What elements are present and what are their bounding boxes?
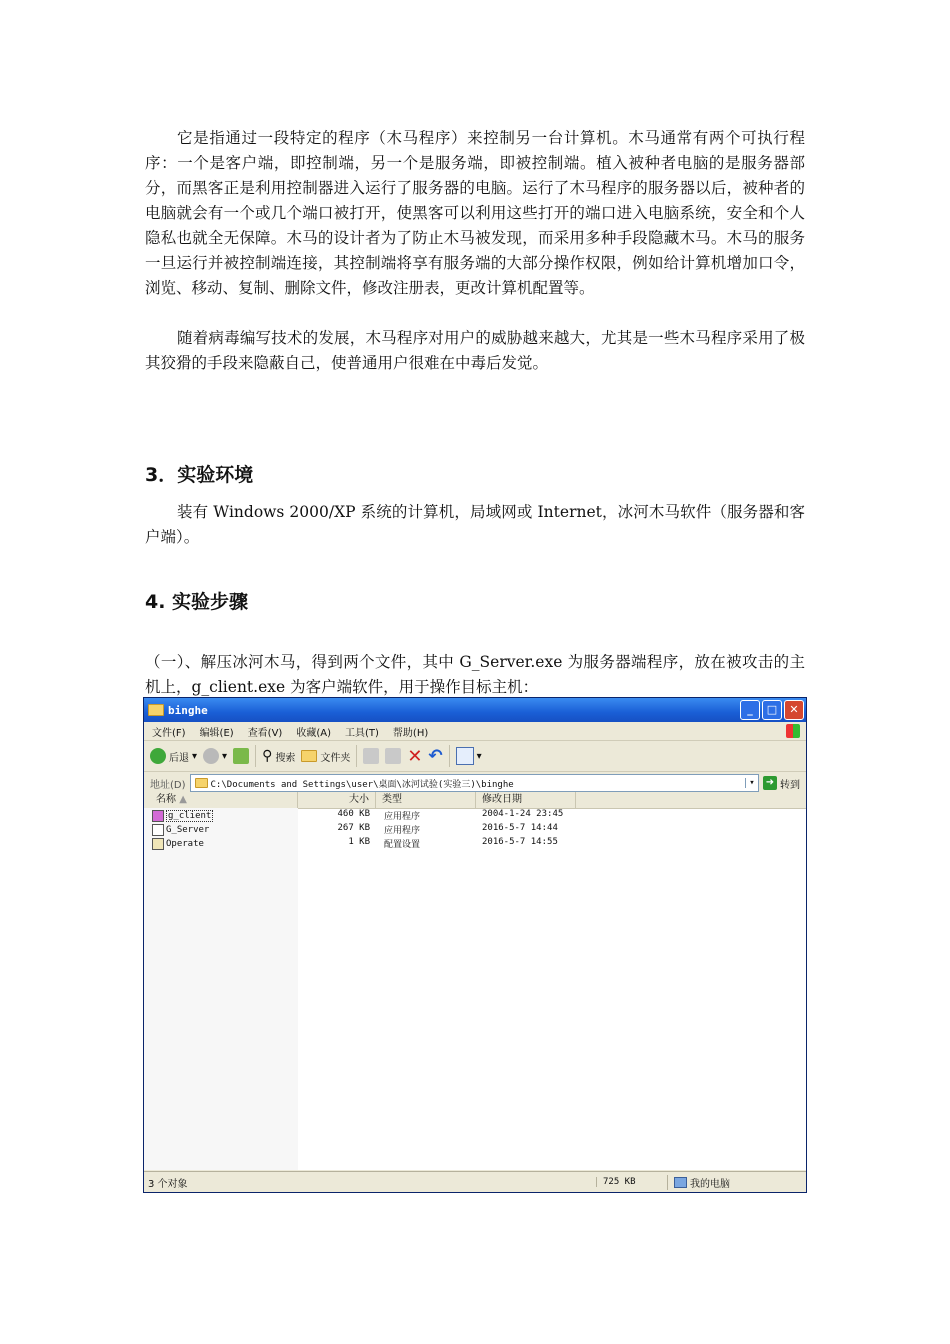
windows-logo-icon xyxy=(786,724,800,738)
copy-to-icon[interactable] xyxy=(385,748,401,764)
back-dropdown-icon: ▾ xyxy=(192,750,198,762)
status-object-count: 3 个对象 xyxy=(148,1178,188,1190)
file-type: 配置设置 xyxy=(384,840,421,850)
folders-button[interactable] xyxy=(301,749,350,764)
undo-icon[interactable]: ↶ xyxy=(428,746,443,766)
delete-icon[interactable]: ✕ xyxy=(407,745,423,767)
move-to-icon[interactable] xyxy=(363,748,379,764)
menu-bar xyxy=(144,722,806,741)
file-row[interactable] xyxy=(144,837,806,851)
go-label: 转到 xyxy=(780,779,800,791)
column-headers xyxy=(144,792,806,809)
forward-dropdown-icon: ▾ xyxy=(222,750,228,762)
threat-paragraph: 随着病毒编写技术的发展，木马程序对用户的威胁越来越大，尤其是一些木马程序采用了极其狡猾的手段来隐蔽自己，使普通用户很难在中毒后发觉。 xyxy=(145,329,805,372)
file-row[interactable] xyxy=(144,823,806,837)
status-location xyxy=(667,1175,806,1190)
sort-ascending-icon: ▲ xyxy=(179,794,187,805)
toolbar-separator xyxy=(449,745,450,767)
back-label: 后退 xyxy=(169,752,189,764)
menu-favorites[interactable]: 收藏(A) xyxy=(296,727,331,739)
address-dropdown-icon[interactable]: ▾ xyxy=(745,778,758,788)
address-input[interactable] xyxy=(190,774,759,792)
menu-file[interactable]: 文件(F) xyxy=(152,727,186,739)
toolbar-separator xyxy=(255,745,256,767)
search-label: 搜索 xyxy=(275,752,296,764)
maximize-button[interactable]: □ xyxy=(762,700,782,720)
forward-arrow-icon xyxy=(203,748,219,764)
views-icon xyxy=(456,747,474,765)
file-type: 应用程序 xyxy=(384,812,421,822)
back-arrow-icon xyxy=(150,748,166,764)
back-button[interactable] xyxy=(150,748,197,764)
explorer-window xyxy=(143,697,807,1193)
file-date: 2016-5-7 14:44 xyxy=(482,823,558,833)
forward-button[interactable] xyxy=(203,748,227,764)
file-size: 460 KB xyxy=(337,809,370,819)
app-icon xyxy=(152,810,164,822)
folders-icon xyxy=(301,750,317,762)
my-computer-icon xyxy=(674,1177,687,1188)
file-list[interactable] xyxy=(144,792,806,1170)
toolbar xyxy=(144,741,806,772)
close-button[interactable]: ✕ xyxy=(784,700,804,720)
section-4-heading: 4. 实验步骤 xyxy=(145,591,249,613)
up-folder-icon[interactable] xyxy=(233,748,249,764)
address-folder-icon xyxy=(195,778,208,788)
status-bar xyxy=(144,1171,806,1192)
status-total-size: 725 KB xyxy=(596,1177,667,1187)
toolbar-separator xyxy=(356,745,357,767)
search-icon: ⚲ xyxy=(262,748,273,764)
column-size[interactable]: 大小 xyxy=(298,792,376,808)
address-path: C:\Documents and Settings\user\桌面\冰河试验(实验三)\binghe xyxy=(210,779,514,790)
go-arrow-icon: ➜ xyxy=(763,776,777,790)
minimize-button[interactable]: _ xyxy=(740,700,760,720)
folder-icon xyxy=(148,704,164,716)
file-name: Operate xyxy=(166,839,204,849)
status-location-label: 我的电脑 xyxy=(690,1178,730,1190)
column-type[interactable]: 类型 xyxy=(376,792,476,808)
section-3-text: 装有 Windows 2000/XP 系统的计算机，局域网或 Internet，冰河木马软件（服务器和客户端）。 xyxy=(145,503,805,546)
views-button[interactable] xyxy=(456,747,482,765)
menu-tools[interactable]: 工具(T) xyxy=(345,727,379,739)
window-title: binghe xyxy=(168,703,208,717)
column-date[interactable]: 修改日期 xyxy=(476,792,576,808)
file-name: G_Server xyxy=(166,825,210,835)
file-type: 应用程序 xyxy=(384,826,421,836)
menu-view[interactable]: 查看(V) xyxy=(247,727,283,739)
views-dropdown-icon: ▾ xyxy=(476,750,482,762)
column-name[interactable]: 名称 ▲ xyxy=(144,792,298,808)
file-date: 2016-5-7 14:55 xyxy=(482,837,558,847)
menu-edit[interactable]: 编辑(E) xyxy=(199,727,234,739)
go-button[interactable] xyxy=(763,776,800,791)
menu-help[interactable]: 帮助(H) xyxy=(392,727,429,739)
intro-paragraph: 它是指通过一段特定的程序（木马程序）来控制另一台计算机。木马通常有两个可执行程序：一个是客户端，即控制端，另一个是服务端，即被控制端。植入被种者电脑的是服务器部分，而黑客正是利用控制器进入运行了服务器的电脑。运行了木马程序的服务器以后，被种者的电脑就会有一个或几个端口被打开，使黑客可以利用这些打开的端口进入电脑系统，安全和个人隐私也就全无保障。木马的设计者为了防止木马被发现，而采用多种手段隐藏木马。木马的服务一旦运行并被控制端连接，其控制端将享有服务端的大部分操作权限，例如给计算机增加口令，浏览、移动、复制、删除文件，修改注册表，更改计算机配置等。 xyxy=(145,129,805,297)
file-size: 1 KB xyxy=(348,837,370,847)
file-date: 2004-1-24 23:45 xyxy=(482,809,564,819)
title-bar[interactable] xyxy=(144,698,806,722)
search-button[interactable] xyxy=(262,748,295,764)
file-name: g_client xyxy=(168,811,212,821)
sorted-column-shade xyxy=(144,808,298,1170)
app-icon xyxy=(152,824,164,836)
section-4-text: （一）、解压冰河木马，得到两个文件，其中 G_Server.exe 为服务器端程序，放在被攻击的主机上，g_client.exe 为客户端软件，用于操作目标主机： xyxy=(145,653,805,696)
config-file-icon xyxy=(152,838,164,850)
file-row[interactable] xyxy=(144,809,806,823)
section-3-heading: 3．实验环境 xyxy=(145,464,254,486)
file-size: 267 KB xyxy=(337,823,370,833)
address-label: 地址(D) xyxy=(150,779,186,791)
folders-label: 文件夹 xyxy=(320,752,351,764)
